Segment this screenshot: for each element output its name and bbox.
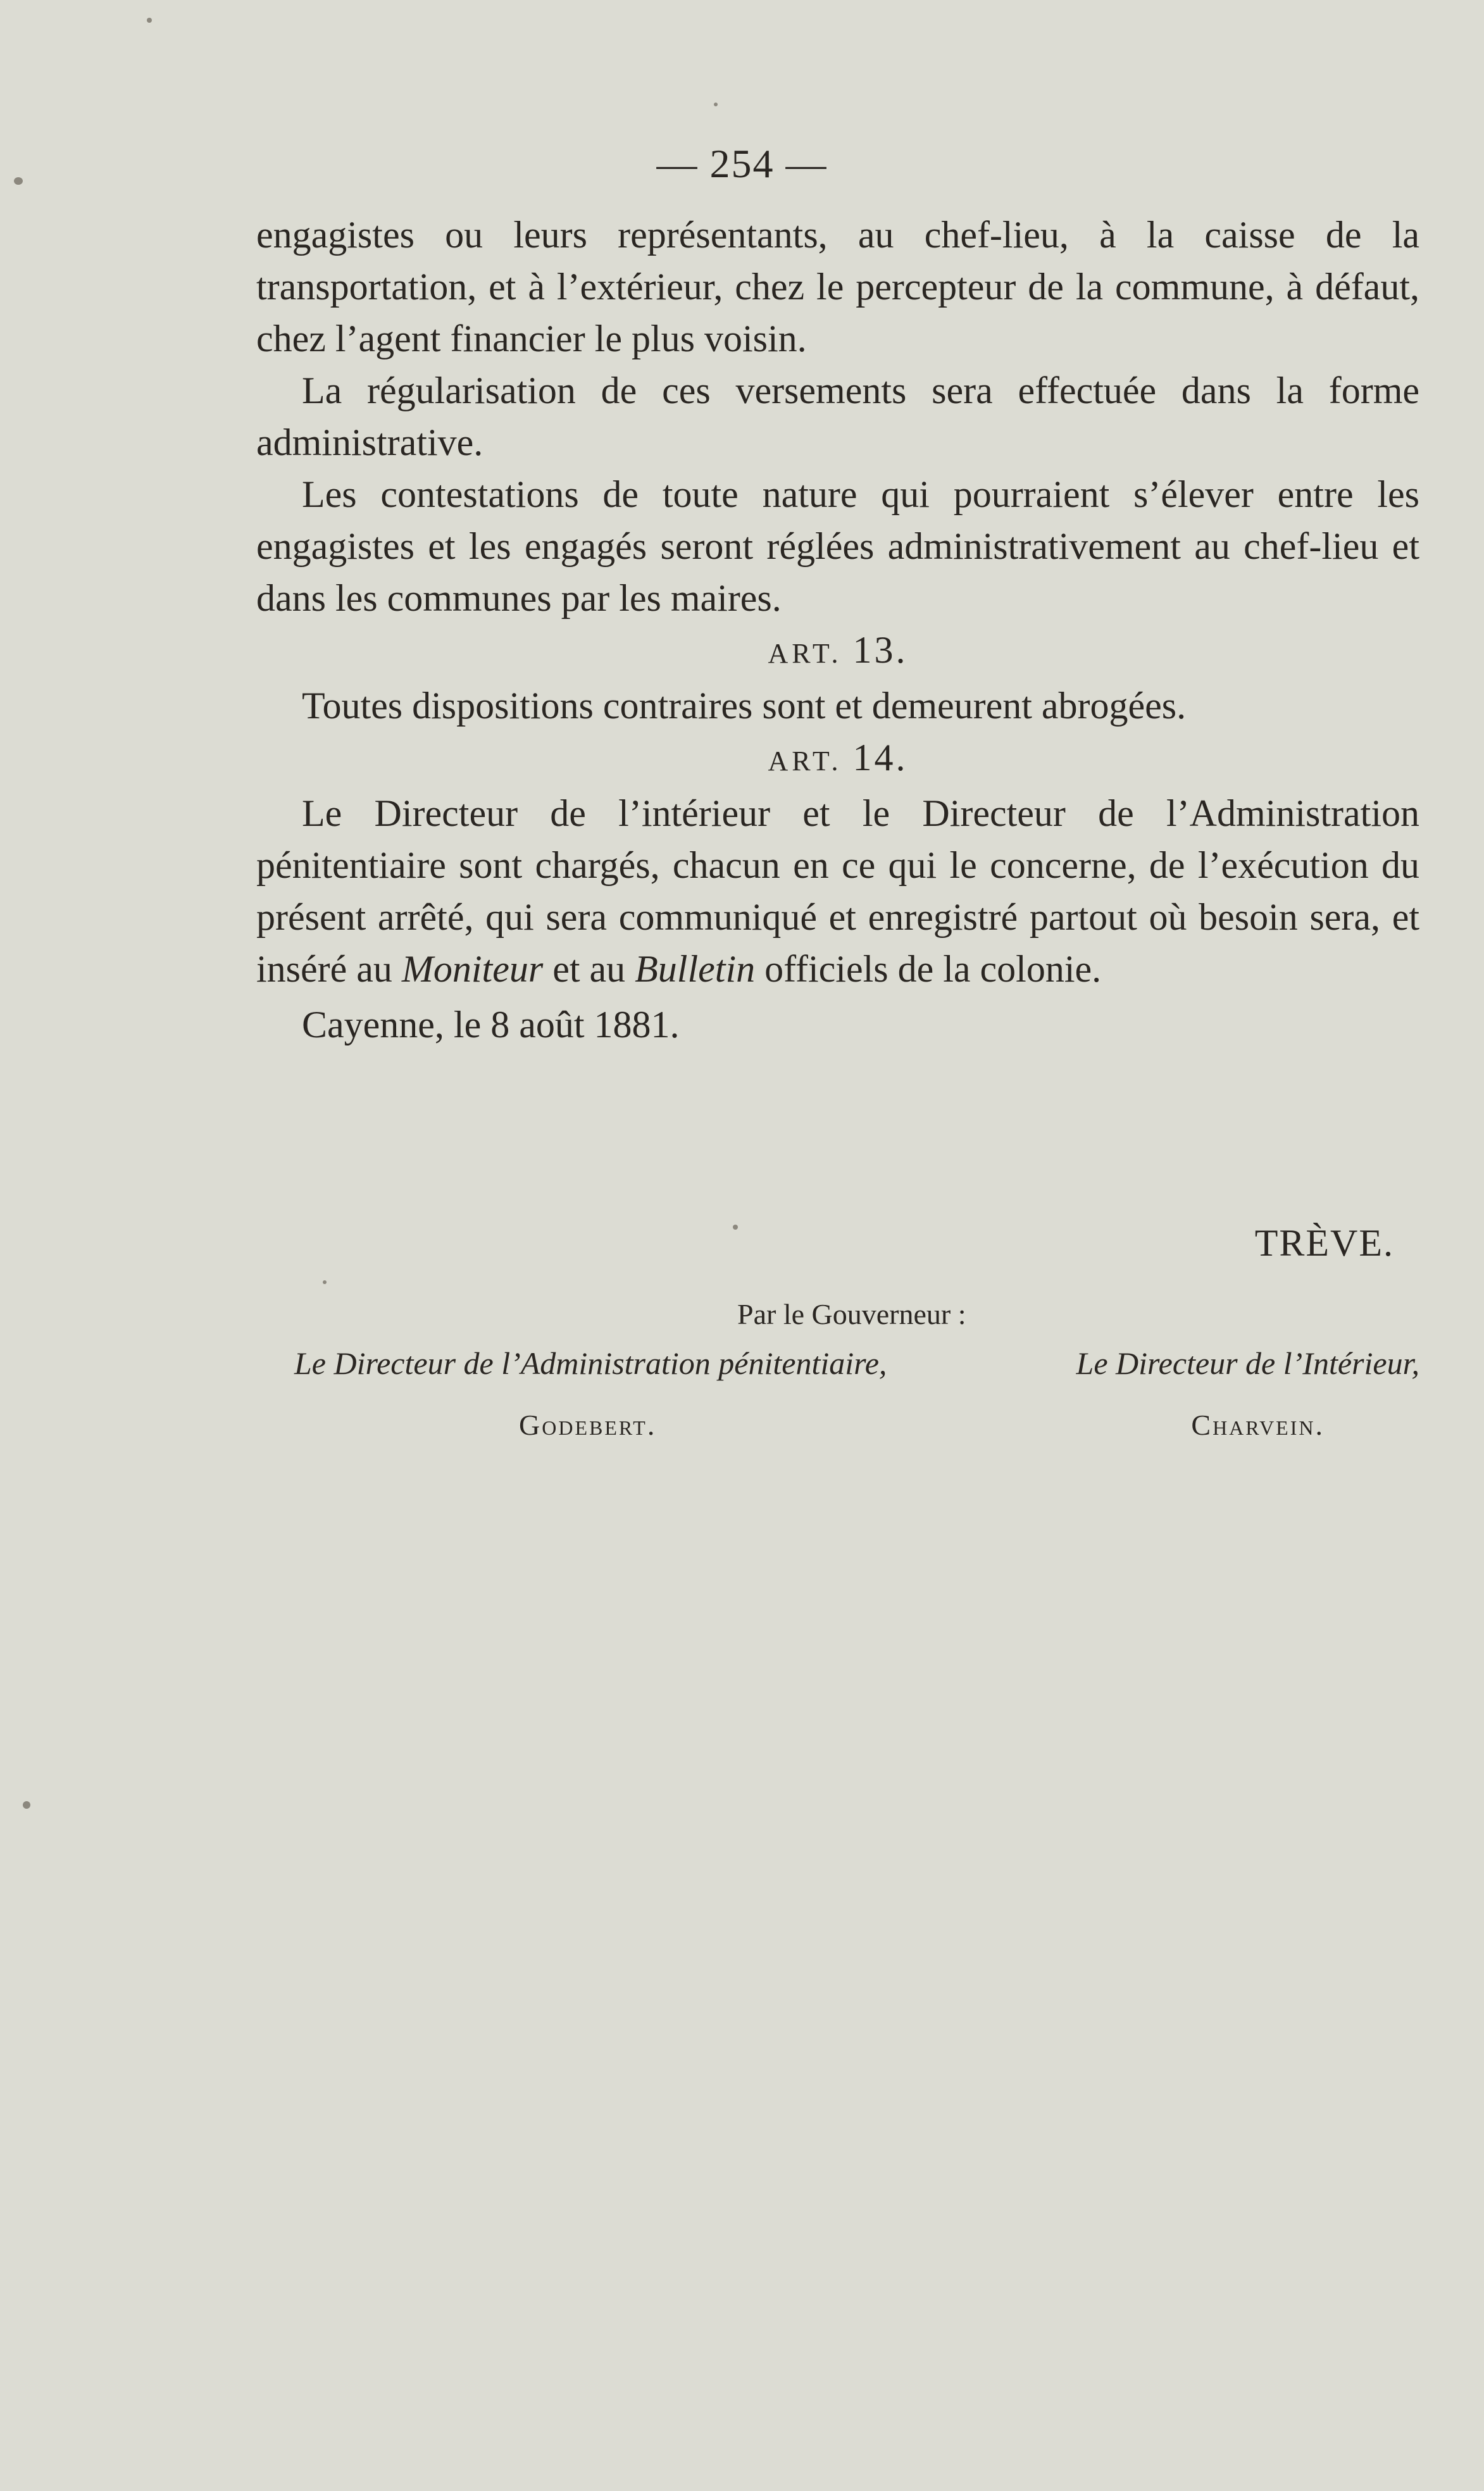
article-14-text xyxy=(256,787,1419,995)
paper-speck xyxy=(147,18,152,23)
paper-speck xyxy=(714,103,718,106)
article-14-label: ART. xyxy=(768,746,842,777)
article-14-heading xyxy=(256,732,1419,787)
right-signatory-name: Charvein. xyxy=(1191,1409,1325,1441)
article-13-label: ART. xyxy=(768,638,842,669)
left-signatory-title: Le Directeur de l’Administration pénitentiaire, xyxy=(294,1345,887,1381)
moniteur-title: Moniteur xyxy=(401,948,544,990)
date-line: Cayenne, le 8 août 1881. xyxy=(302,1004,680,1046)
par-le-gouverneur: Par le Gouverneur : xyxy=(737,1298,966,1330)
article-14-number: 14. xyxy=(852,737,908,778)
article-14-text-a: Le Directeur de l’intérieur et le Directeur de l’Administration pénitentiaire sont chargés, chacun en ce qui le concerne, de l’exécution du présent arrêté, qui sera communiqué et enregistré partout où besoin sera, et inséré au xyxy=(256,792,1419,990)
article-13-text: Toutes dispositions contraires sont et demeurent abrogées. xyxy=(302,685,1187,727)
article-14-text-c: officiels de la colonie. xyxy=(755,948,1102,990)
signature-block xyxy=(256,1221,1419,1449)
bulletin-title: Bulletin xyxy=(635,948,756,990)
paper-speck xyxy=(733,1225,738,1230)
paper-speck xyxy=(323,1280,327,1284)
governor-signature: TRÈVE. xyxy=(1254,1222,1394,1264)
paper-speck xyxy=(14,177,23,185)
body-text xyxy=(256,209,1419,1051)
page-number: — 254 — xyxy=(656,141,828,186)
paragraph-continuation: engagistes ou leurs représentants, au chef-lieu, à la caisse de la transportation, et à l’extérieur, chez le percepteur de la commune, à défaut, chez l’agent financier le plus voisin. xyxy=(256,214,1419,359)
left-signatory-name: Godebert. xyxy=(519,1409,657,1441)
right-signatory-title: Le Directeur de l’Intérieur, xyxy=(1076,1345,1419,1381)
article-13-heading xyxy=(256,624,1419,680)
article-14-text-b: et au xyxy=(543,948,635,990)
paragraph-contestations: Les contestations de toute nature qui pourraient s’élever entre les engagistes et les engagés seront réglées administrativement au chef-lieu et dans les communes par les maires. xyxy=(256,473,1419,619)
paper-speck xyxy=(23,1801,30,1809)
article-13-number: 13. xyxy=(852,629,908,671)
paragraph-regularisation: La régularisation de ces versements sera effectuée dans la forme administrative. xyxy=(256,370,1419,463)
